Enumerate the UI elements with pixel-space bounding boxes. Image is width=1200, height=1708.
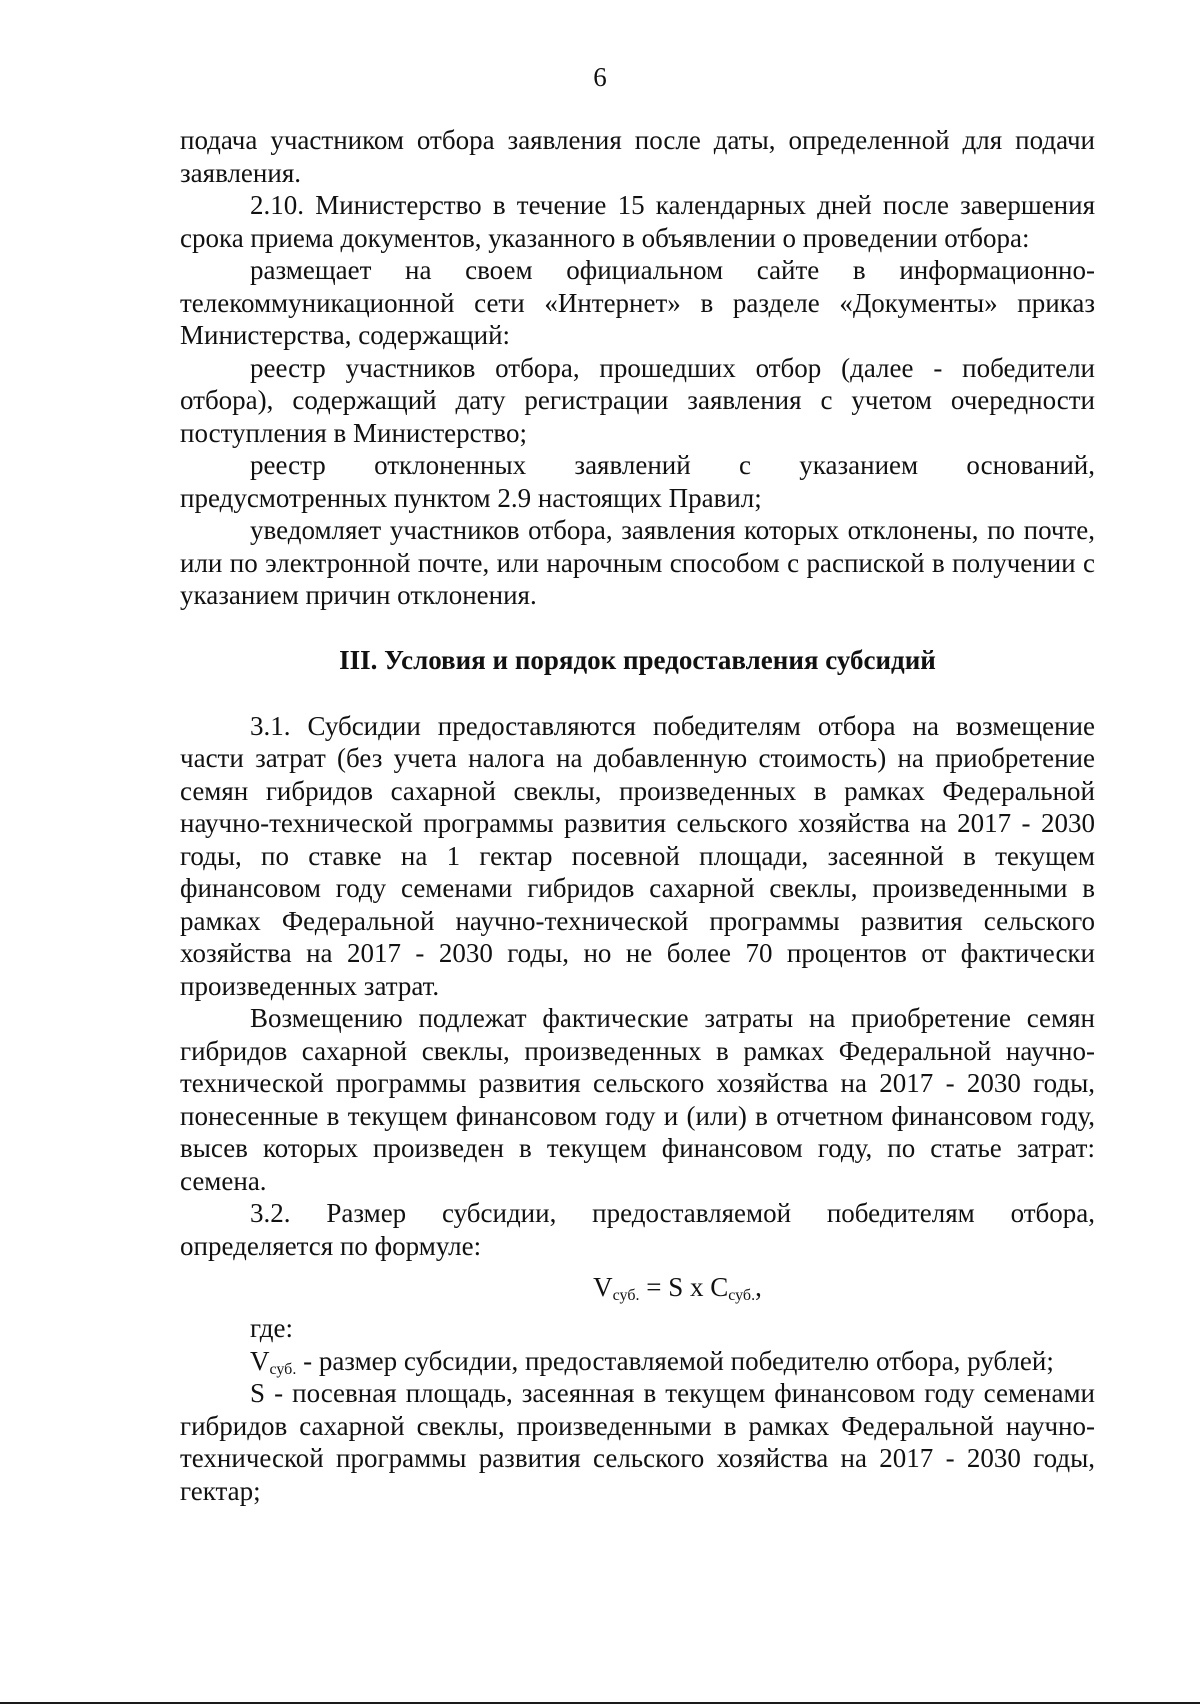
paragraph-continuation: подача участником отбора заявления после даты, определенной для подачи заявления.: [180, 125, 1095, 188]
formula-v: V: [593, 1272, 613, 1302]
paragraph-registry-winners: реестр участников отбора, прошедших отбор (далее - победители отбора), содержащий дату регистрации заявления с учетом очередности поступления в Министерство;: [180, 352, 1095, 448]
document-body: [180, 124, 1095, 1507]
paragraph-3-2: 3.2. Размер субсидии, предоставляемой победителям отбора, определяется по формуле:: [180, 1198, 1095, 1261]
definition-v: [180, 1345, 1095, 1378]
paragraph-publish: размещает на своем официальном сайте в информационно-телекоммуникационной сети «Интернет» в разделе «Документы» приказ Министерства, содержащий:: [180, 255, 1095, 350]
paragraph-2-10: 2.10. Министерство в течение 15 календарных дней после завершения срока приема документов, указанного в объявлении о проведении отбора:: [180, 190, 1095, 253]
section-heading: III. Условия и порядок предоставления субсидий: [339, 644, 936, 675]
page-number: 6: [593, 62, 607, 92]
definition-s: S - посевная площадь, засеянная в текущем финансовом году семенами гибридов сахарной свеклы, произведенными в рамках Федеральной научно-технической программы развития сельского хозяйства на 2017 - 2030 годы, гектар;: [180, 1378, 1095, 1506]
paragraph-reimbursement: Возмещению подлежат фактические затраты на приобретение семян гибридов сахарной свеклы, произведенных в рамках Федеральной научно-технической программы развития сельского хозяйства на 2017 - 2030 годы, понесенные в текущем финансовом году и (или) в отчетном финансовом году, высев которых произведен в текущем финансовом году, по статье затрат: семена.: [180, 1003, 1095, 1196]
paragraph-notify: уведомляет участников отбора, заявления которых отклонены, по почте, или по электронной почте, или нарочным способом с распиской в получении с указанием причин отклонения.: [180, 515, 1095, 610]
paragraph-3-1: 3.1. Субсидии предоставляются победителям отбора на возмещение части затрат (без учета налога на добавленную стоимость) на приобретение семян гибридов сахарной свеклы, произведенных в рамках Федеральной научно-технической программы развития сельского хозяйства на 2017 - 2030 годы, по ставке на 1 гектар посевной площади, засеянной в текущем финансовом году семенами гибридов сахарной свеклы, произведенными в рамках Федеральной научно-технической программы развития сельского хозяйства на 2017 - 2030 годы, но не более 70 процентов от фактически произведенных затрат.: [180, 710, 1095, 1001]
page-edge-line: [0, 1702, 1200, 1704]
definition-v-symbol: V: [250, 1345, 270, 1376]
formula-c-subscript: суб.: [728, 1287, 756, 1304]
paragraph-registry-rejected: реестр отклоненных заявлений с указанием оснований, предусмотренных пунктом 2.9 настоящих Правил;: [180, 450, 1095, 513]
formula-tail: ,: [755, 1272, 762, 1302]
formula-middle: = S x C: [639, 1272, 729, 1302]
formula-v-subscript: суб.: [612, 1287, 640, 1304]
where-label: где:: [250, 1313, 293, 1343]
definition-v-subscript: суб.: [269, 1360, 297, 1378]
definition-v-text: - размер субсидии, предоставляемой победителю отбора, рублей;: [296, 1345, 1054, 1376]
subsidy-formula: [260, 1270, 1095, 1304]
